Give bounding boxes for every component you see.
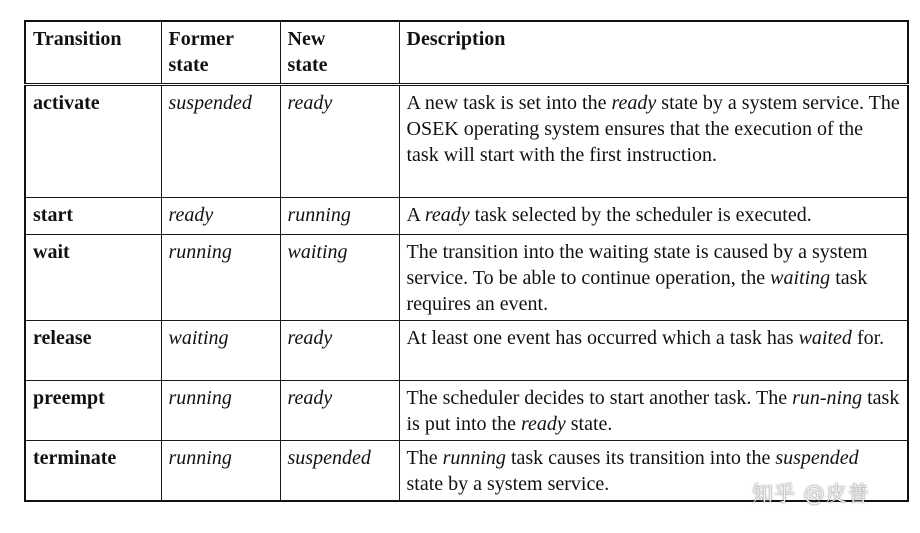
table-row: [25, 235, 908, 321]
table-row: [25, 198, 908, 235]
table-row: [25, 321, 908, 381]
table-row: [25, 85, 908, 198]
description-run: state by a system service.: [406, 473, 610, 495]
cell-description: [399, 198, 908, 235]
table-header: [25, 21, 908, 85]
description-run: The transition into the waiting state is caused by a system service. To be able to continue operation, the: [406, 241, 868, 289]
description-italic-run: ready: [424, 204, 470, 226]
cell-description: [399, 235, 908, 321]
header-description: Description: [399, 21, 908, 85]
description-italic-run: waiting: [770, 267, 831, 289]
cell-description: [399, 381, 908, 441]
description-run: state by a system service. The OSEK operating system ensures that the execution of the task will start with the first instruction.: [406, 92, 900, 166]
header-former-state: [161, 21, 280, 85]
cell-former-state: waiting: [161, 321, 280, 381]
description-italic-run: run-ning: [792, 387, 863, 409]
description-italic-run: waited: [798, 327, 852, 349]
description-run: for.: [851, 327, 885, 349]
table-row: [25, 381, 908, 441]
cell-description: [399, 85, 908, 198]
description-italic-run: ready: [611, 92, 657, 114]
cell-transition: release: [25, 321, 161, 381]
cell-new-state: ready: [280, 381, 399, 441]
description-run: task causes its transition into the: [505, 447, 776, 469]
cell-transition: preempt: [25, 381, 161, 441]
description-run: The: [406, 447, 443, 469]
description-run: A new task is set into the: [406, 92, 612, 114]
description-run: task requires an event.: [406, 267, 868, 315]
cell-description: [399, 441, 908, 502]
cell-new-state: suspended: [280, 441, 399, 502]
description-run: state.: [565, 413, 613, 435]
description-italic-run: running: [442, 447, 506, 469]
state-transition-table: [24, 20, 909, 502]
cell-transition: wait: [25, 235, 161, 321]
cell-new-state: running: [280, 198, 399, 235]
header-former-line2: state: [168, 54, 209, 76]
cell-description: [399, 321, 908, 381]
cell-new-state: ready: [280, 85, 399, 198]
cell-transition: start: [25, 198, 161, 235]
cell-transition: activate: [25, 85, 161, 198]
watermark-text: 知乎 @皮普: [752, 482, 870, 506]
description-run: A: [406, 204, 425, 226]
description-run: task is put into the: [406, 387, 900, 435]
header-row: [25, 21, 908, 85]
description-run: The scheduler decides to start another task. The: [406, 387, 793, 409]
cell-former-state: suspended: [161, 85, 280, 198]
cell-former-state: running: [161, 441, 280, 502]
cell-new-state: ready: [280, 321, 399, 381]
cell-former-state: running: [161, 381, 280, 441]
description-run: At least one event has occurred which a task has: [406, 327, 799, 349]
header-new-line2: state: [287, 54, 328, 76]
cell-transition: terminate: [25, 441, 161, 502]
table-body: [25, 85, 908, 502]
header-new-line1: New: [287, 28, 326, 50]
cell-former-state: ready: [161, 198, 280, 235]
cell-former-state: running: [161, 235, 280, 321]
cell-new-state: waiting: [280, 235, 399, 321]
description-italic-run: suspended: [775, 447, 859, 469]
description-italic-run: ready: [520, 413, 566, 435]
table-row: [25, 441, 908, 502]
header-former-line1: Former: [168, 28, 235, 50]
description-run: task selected by the scheduler is executed.: [469, 204, 812, 226]
header-transition: Transition: [25, 21, 161, 85]
header-new-state: [280, 21, 399, 85]
